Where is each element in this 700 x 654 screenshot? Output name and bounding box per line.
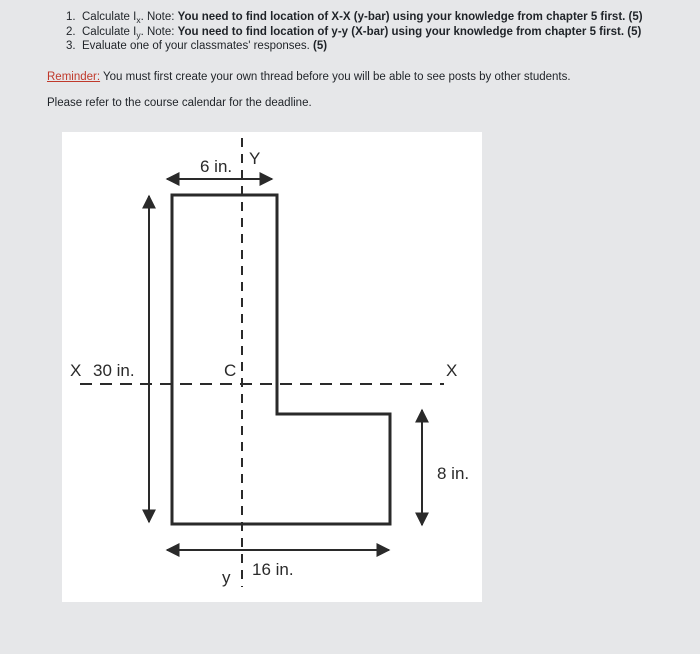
task-bold: You need to find location of y-y (X-bar) using your knowledge from chapter 5 first. (5) <box>177 25 642 38</box>
y-axis-top-label: Y <box>249 149 261 168</box>
x-axis-left-label: X <box>70 361 82 380</box>
y-axis-bottom-label: y <box>222 568 231 587</box>
task-note: . Note: <box>140 25 178 38</box>
task-lead: Calculate I <box>82 11 137 23</box>
task-subscript: x <box>136 15 141 25</box>
task-lead: Evaluate one of your classmates' responses. <box>82 40 314 52</box>
task-subscript: y <box>136 29 141 40</box>
centroid-label: C <box>224 361 237 380</box>
task-item-2 <box>66 25 686 40</box>
task-number: 2. <box>66 25 76 38</box>
x-axis-right-label: X <box>446 361 458 380</box>
height-label: 30 in. <box>93 361 135 380</box>
l-section-outline <box>172 195 390 524</box>
figure-card <box>62 132 482 602</box>
reminder-line <box>47 71 571 83</box>
bottom-width-label: 16 in. <box>252 560 294 579</box>
reminder-text: You must first create your own thread before you will be able to see posts by other students. <box>100 71 571 83</box>
task-note: . Note: <box>140 11 178 23</box>
task-lead: Calculate I <box>82 25 137 38</box>
foot-height-label: 8 in. <box>437 464 470 483</box>
l-section-diagram <box>62 132 482 602</box>
task-bold: (5) <box>313 40 328 52</box>
task-number: 3. <box>66 40 76 52</box>
task-number: 1. <box>66 11 76 23</box>
deadline-text: Please refer to the course calendar for the deadline. <box>47 97 312 109</box>
reminder-link[interactable]: Reminder: <box>47 71 101 83</box>
task-item-3 <box>66 39 686 54</box>
top-width-label: 6 in. <box>200 157 233 176</box>
task-bold: You need to find location of X-X (y-bar) using your knowledge from chapter 5 first. (5) <box>177 11 643 23</box>
task-item-1 <box>66 10 686 25</box>
task-list <box>66 10 686 54</box>
